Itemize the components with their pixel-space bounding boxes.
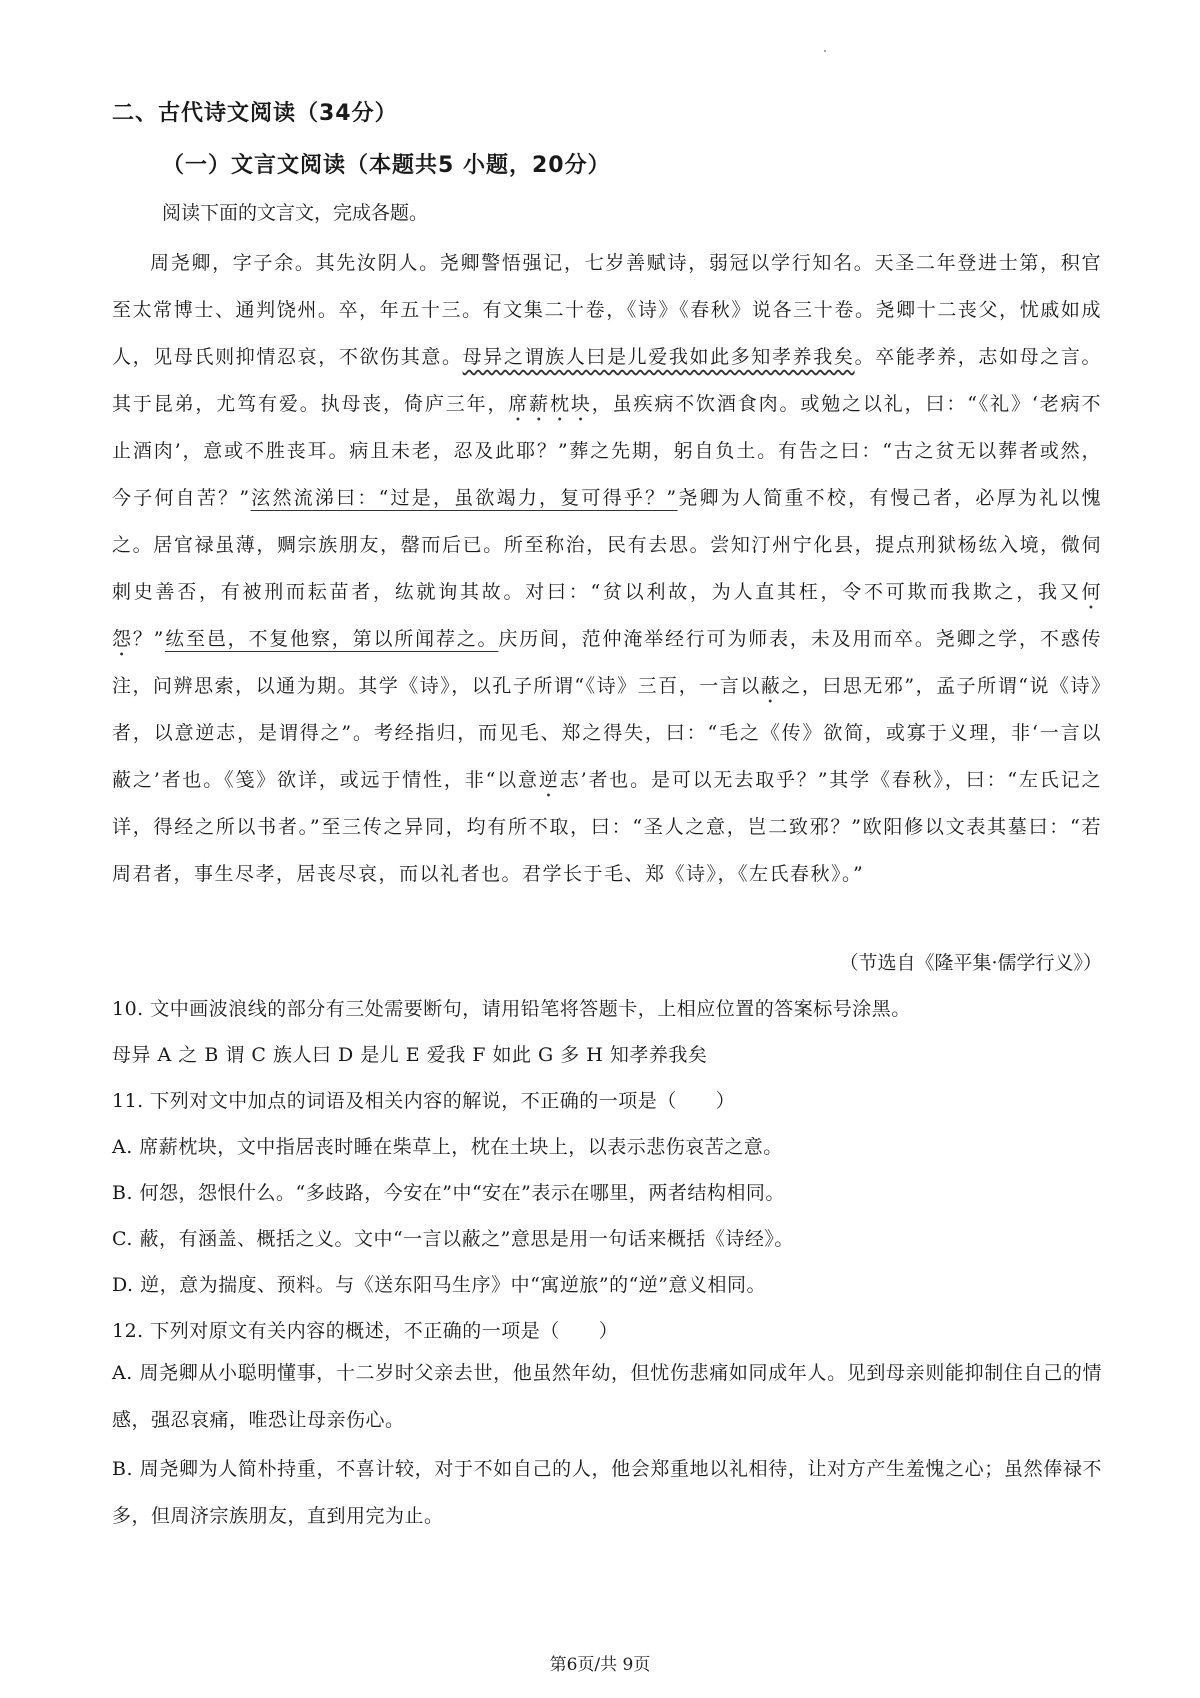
passage-text: 周尧卿，字子余。其先汝阴人。尧卿警悟强记，七岁善赋诗，弱冠以学行知名。天圣二年登进士第，积官至太常博士、通判饶州。卒，年五十三。有文集二十卷，《诗》《春秋》说各三十卷。尧卿十二丧父，忧戚如成人，见母氏则抑情忍哀，不欲伤其意。 (112, 252, 1102, 368)
dotted-term: 蔽 (760, 675, 782, 697)
question-11-option-c: C. 蔽，有涵盖、概括之义。文中“一言以蔽之”意思是用一句话来概括《诗经》。 (112, 1228, 794, 1250)
question-12-option-a: A. 周尧卿从小聪明懂事，十二岁时父亲去世，他虽然年幼，但忧伤悲痛如同成年人。见到母亲则能抑制住自己的情感，强忍哀痛，唯恐让母亲伤心。 (112, 1362, 1102, 1431)
passage-text: 。卒能孝养，志如母之言。其于昆弟，尤笃有爱。执母丧，倚庐三年， (112, 346, 1102, 415)
classical-passage (112, 240, 1102, 898)
question-10-options: 母异 A 之 B 谓 C 族人曰 D 是儿 E 爱我 F 如此 G 多 H 知孝养我矣 (112, 1044, 708, 1066)
page-number: 第6页/共 9页 (549, 1655, 651, 1675)
question-10: 10. 文中画波浪线的部分有三处需要断句，请用铅笔将答题卡，上相应位置的答案标号涂黑。 (112, 998, 911, 1020)
question-11-option-d: D. 逆，意为揣度、预料。与《送东阳马生序》中“寓逆旅”的“逆”意义相同。 (112, 1274, 766, 1296)
passage-text: ？” (132, 628, 165, 650)
wavy-underlined-text: 母异之谓族人曰是儿爱我如此多知孝养我矣 (462, 346, 855, 368)
instruction: 阅读下面的文言文，完成各题。 (162, 202, 429, 224)
passage-text: 尧卿为人简重不校，有慢己者，必厚为礼以愧之。居官禄虽薄，赒宗族朋友，罄而后已。所至称治，民有去思。尝知汀州宁化县，提点刑狱杨纮入境，微伺刺史善否，有被刑而耘苗者，纮就询其故。对曰：“贫以利故，为人直其枉，令不可欺而我欺之，我又 (112, 487, 1102, 603)
question-12-option-b: B. 周尧卿为人简朴持重，不喜计较，对于不如自己的人，他会郑重地以礼相待，让对方产生羞愧之心；虽然俸禄不多，但周济宗族朋友，直到用完为止。 (112, 1458, 1102, 1527)
passage-text: 之，曰思无邪”，孟子所谓“说《诗》者，以意逆志，是谓得之”。考经指归，而见毛、郑之得失，曰：“毛之《传》欲简，或寡于义理，非‘一言以蔽之’者也。《笺》欲详，或远于情性，非“以意 (112, 675, 1102, 791)
dotted-term: 逆 (538, 769, 560, 791)
scan-speck (824, 50, 826, 52)
dotted-term: 何怨 (112, 581, 1102, 650)
subsection-title: （一）文言文阅读（本题共5 小题，20分） (162, 153, 611, 178)
question-11: 11. 下列对文中加点的词语及相关内容的解说，不正确的一项是（ ） (112, 1090, 736, 1112)
question-12: 12. 下列对原文有关内容的概述，不正确的一项是（ ） (112, 1320, 619, 1342)
question-11-option-a: A. 席薪枕块，文中指居丧时睡在柴草上，枕在土块上，以表示悲伤哀苦之意。 (112, 1136, 783, 1158)
passage-text: 庆历间，范仲淹举经行可为师表，未及用而卒。尧卿之学，不惑传注，问辨思索，以通为期。其学《诗》，以孔子所谓“《诗》三百，一言以 (112, 628, 1102, 697)
section-title: 二、古代诗文阅读（34分） (112, 101, 398, 126)
dotted-term: 席薪枕块 (508, 393, 592, 415)
underlined-sentence: 泫然流涕曰：“过是，虽欲竭力，复可得乎？” (250, 487, 678, 509)
passage-text: ，虽疾病不饮酒食肉。或勉之以礼，曰：“《礼》‘老病不止酒肉’，意或不胜丧耳。病且未老，忍及此耶？”葬之先期，躬自负土。有告之曰：“古之贫无以葬者或然，今子何自苦？” (112, 393, 1102, 509)
passage-text: 志’者也。是可以无去取乎？”其学《春秋》，曰：“左氏记之详，得经之所以书者。”至三传之异同，均有所不取，曰：“圣人之意，岂二致邪？”欧阳修以文表其墓曰：“若周君者，事生尽孝，居丧尽哀，而以礼者也。君学长于毛、郑《诗》，《左氏春秋》。” (112, 769, 1103, 885)
question-11-option-b: B. 何怨，怨恨什么。“多歧路，今安在”中“安在”表示在哪里，两者结构相同。 (112, 1182, 785, 1204)
passage-source: （节选自《隆平集·儒学行义》） (839, 952, 1102, 974)
underlined-sentence: 纮至邑，不复他察，第以所闻荐之。 (164, 628, 499, 650)
